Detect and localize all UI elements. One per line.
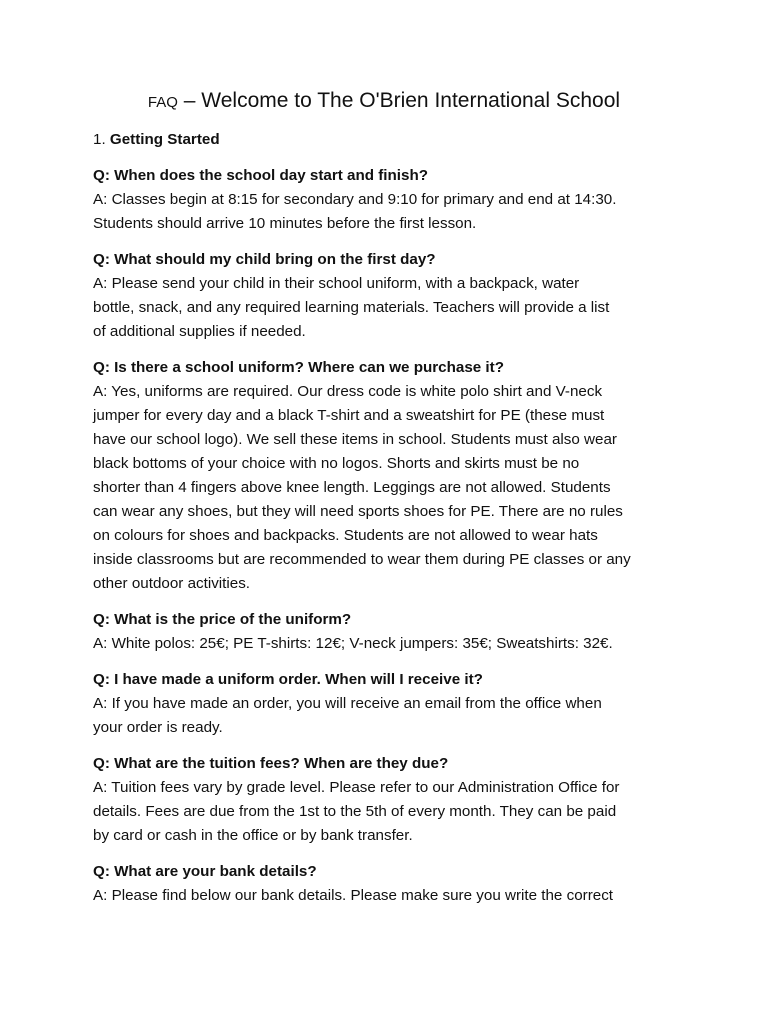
question: Q: What is the price of the uniform? [93,611,352,628]
question: Q: When does the school day start and finish? [93,167,429,184]
answer-line: bottle, snack, and any required learning materials. Teachers will provide a list [93,299,610,316]
answer-line: A: Classes begin at 8:15 for secondary and 9:10 for primary and end at 14:30. [93,191,617,208]
qa-item-uniform-price [93,608,683,656]
answer-line: A: If you have made an order, you will receive an email from the office when [93,695,602,712]
qa-item-tuition-fees [93,752,683,848]
answer [93,632,683,656]
qa-item-uniform [93,356,683,596]
answer [93,188,683,236]
document-body [93,128,683,920]
qa-item-first-day [93,248,683,344]
qa-item-uniform-order [93,668,683,740]
answer-line: of additional supplies if needed. [93,323,306,340]
answer-line: have our school logo). We sell these items in school. Students must also wear [93,431,617,448]
question: Q: I have made a uniform order. When will I receive it? [93,671,483,688]
answer-line: by card or cash in the office or by bank transfer. [93,827,413,844]
answer-line: can wear any shoes, but they will need sports shoes for PE. There are no rules [93,503,623,520]
answer-line: Students should arrive 10 minutes before the first lesson. [93,215,477,232]
question: Q: What are the tuition fees? When are they due? [93,755,449,772]
answer [93,776,683,848]
title-prefix: FAQ [147,94,178,111]
answer-line: on colours for shoes and backpacks. Students are not allowed to wear hats [93,527,598,544]
question: Q: What are your bank details? [93,863,317,880]
section-heading [93,128,683,152]
answer [93,692,683,740]
question: Q: What should my child bring on the first day? [93,251,436,268]
document-title [0,87,768,117]
answer-line: other outdoor activities. [93,575,251,592]
section-title: Getting Started [109,131,220,148]
answer-line: inside classrooms but are recommended to wear them during PE classes or any [93,551,631,568]
answer-line: shorter than 4 fingers above knee length. Leggings are not allowed. Students [93,479,611,496]
answer [93,380,683,596]
answer-line: details. Fees are due from the 1st to the 5th of every month. They can be paid [93,803,617,820]
answer [93,884,683,908]
answer-line: your order is ready. [93,719,223,736]
qa-item-school-day [93,164,683,236]
answer-line: black bottoms of your choice with no logos. Shorts and skirts must be no [93,455,580,472]
answer-line: A: White polos: 25€; PE T-shirts: 12€; V-neck jumpers: 35€; Sweatshirts: 32€. [93,635,613,652]
answer-line: A: Please send your child in their school uniform, with a backpack, water [93,275,580,292]
answer-line: A: Please find below our bank details. Please make sure you write the correct [93,887,614,904]
answer-line: A: Tuition fees vary by grade level. Please refer to our Administration Office for [93,779,620,796]
answer-line: jumper for every day and a black T-shirt and a sweatshirt for PE (these must [93,407,605,424]
question: Q: Is there a school uniform? Where can we purchase it? [93,359,504,376]
answer [93,272,683,344]
section-number: 1. [93,131,106,148]
answer-line: A: Yes, uniforms are required. Our dress code is white polo shirt and V-neck [93,383,603,400]
qa-item-bank-details [93,860,683,908]
title-main: – Welcome to The O'Brien International School [177,89,621,112]
